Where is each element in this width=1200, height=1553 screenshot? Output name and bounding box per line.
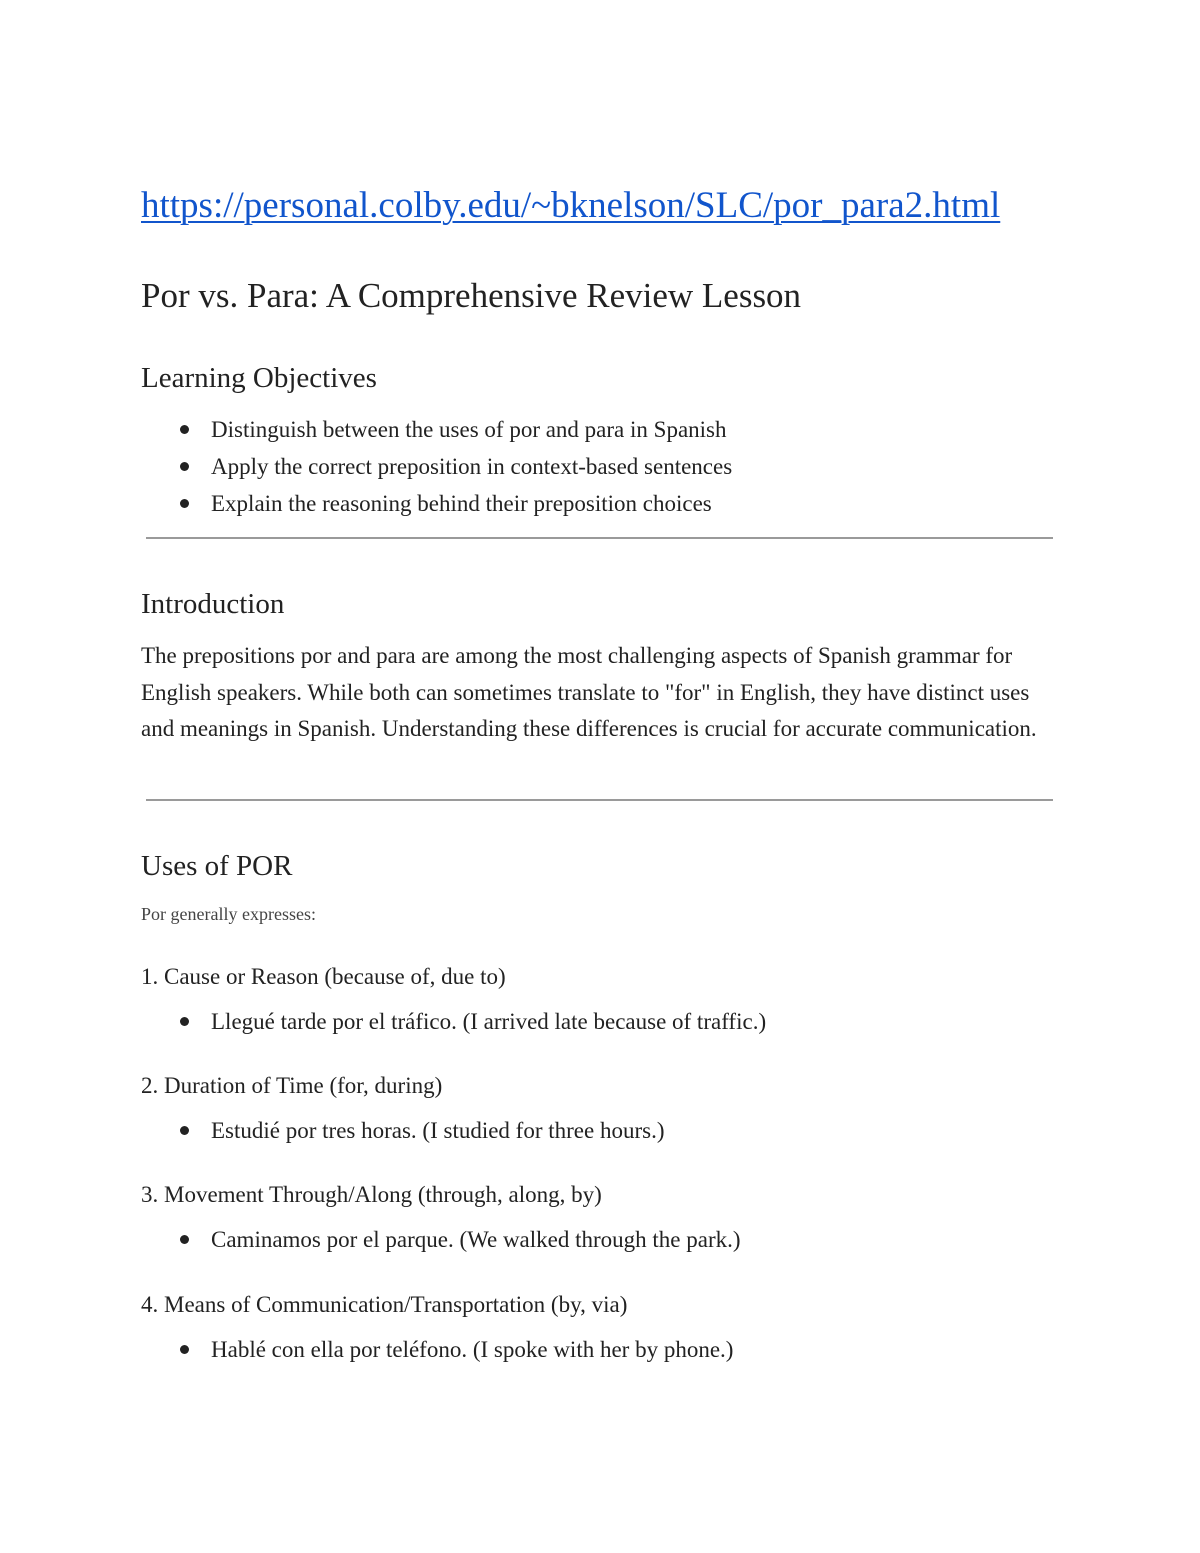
introduction-paragraph: The prepositions por and para are among the most challenging aspects of Spanish grammar for English speakers. While both can sometimes translate to "for" in English, they have distinct uses and meanings in Spanish. Understanding these differences is crucial for accurate communication. <box>141 643 1037 741</box>
list-item <box>141 411 732 448</box>
source-link[interactable]: https://personal.colby.edu/~bknelson/SLC/por_para2.html <box>141 185 1001 226</box>
bullet-icon <box>180 1126 189 1135</box>
por-intro: Por generally expresses: <box>141 904 316 924</box>
bullet-icon <box>180 1345 189 1354</box>
example-text: Llegué tarde por el tráfico. (I arrived late because of traffic.) <box>211 1009 767 1034</box>
example-text: Estudié por tres horas. (I studied for three hours.) <box>211 1118 665 1143</box>
horizontal-divider <box>146 537 1053 539</box>
horizontal-divider <box>146 799 1053 801</box>
list-item-text: Apply the correct preposition in context-based sentences <box>211 454 733 479</box>
por-use-examples <box>141 1221 741 1258</box>
por-use-title: 4. Means of Communication/Transportation (by, via) <box>141 1292 628 1317</box>
bullet-icon <box>180 1017 189 1026</box>
por-use-title: 2. Duration of Time (for, during) <box>141 1073 443 1098</box>
por-use-examples <box>141 1112 665 1149</box>
introduction-heading: Introduction <box>141 588 285 620</box>
list-item <box>141 1112 665 1149</box>
list-item-text: Distinguish between the uses of por and para in Spanish <box>211 417 727 442</box>
por-heading: Uses of POR <box>141 850 293 882</box>
example-text: Hablé con ella por teléfono. (I spoke with her by phone.) <box>211 1337 734 1362</box>
list-item <box>141 485 732 522</box>
list-item <box>141 1221 741 1258</box>
example-text: Caminamos por el parque. (We walked through the park.) <box>211 1227 741 1252</box>
por-use-title: 3. Movement Through/Along (through, along, by) <box>141 1182 602 1207</box>
bullet-icon <box>180 462 189 471</box>
por-use-examples <box>141 1331 733 1368</box>
list-item-text: Explain the reasoning behind their preposition choices <box>211 491 712 516</box>
bullet-icon <box>180 499 189 508</box>
list-item <box>141 1003 766 1040</box>
por-use-title: 1. Cause or Reason (because of, due to) <box>141 964 506 989</box>
list-item <box>141 448 732 485</box>
page-title: Por vs. Para: A Comprehensive Review Lesson <box>141 276 802 315</box>
bullet-icon <box>180 425 189 434</box>
objectives-list <box>141 411 732 522</box>
bullet-icon <box>180 1235 189 1244</box>
objectives-heading: Learning Objectives <box>141 362 377 394</box>
por-use-examples <box>141 1003 766 1040</box>
list-item <box>141 1331 733 1368</box>
